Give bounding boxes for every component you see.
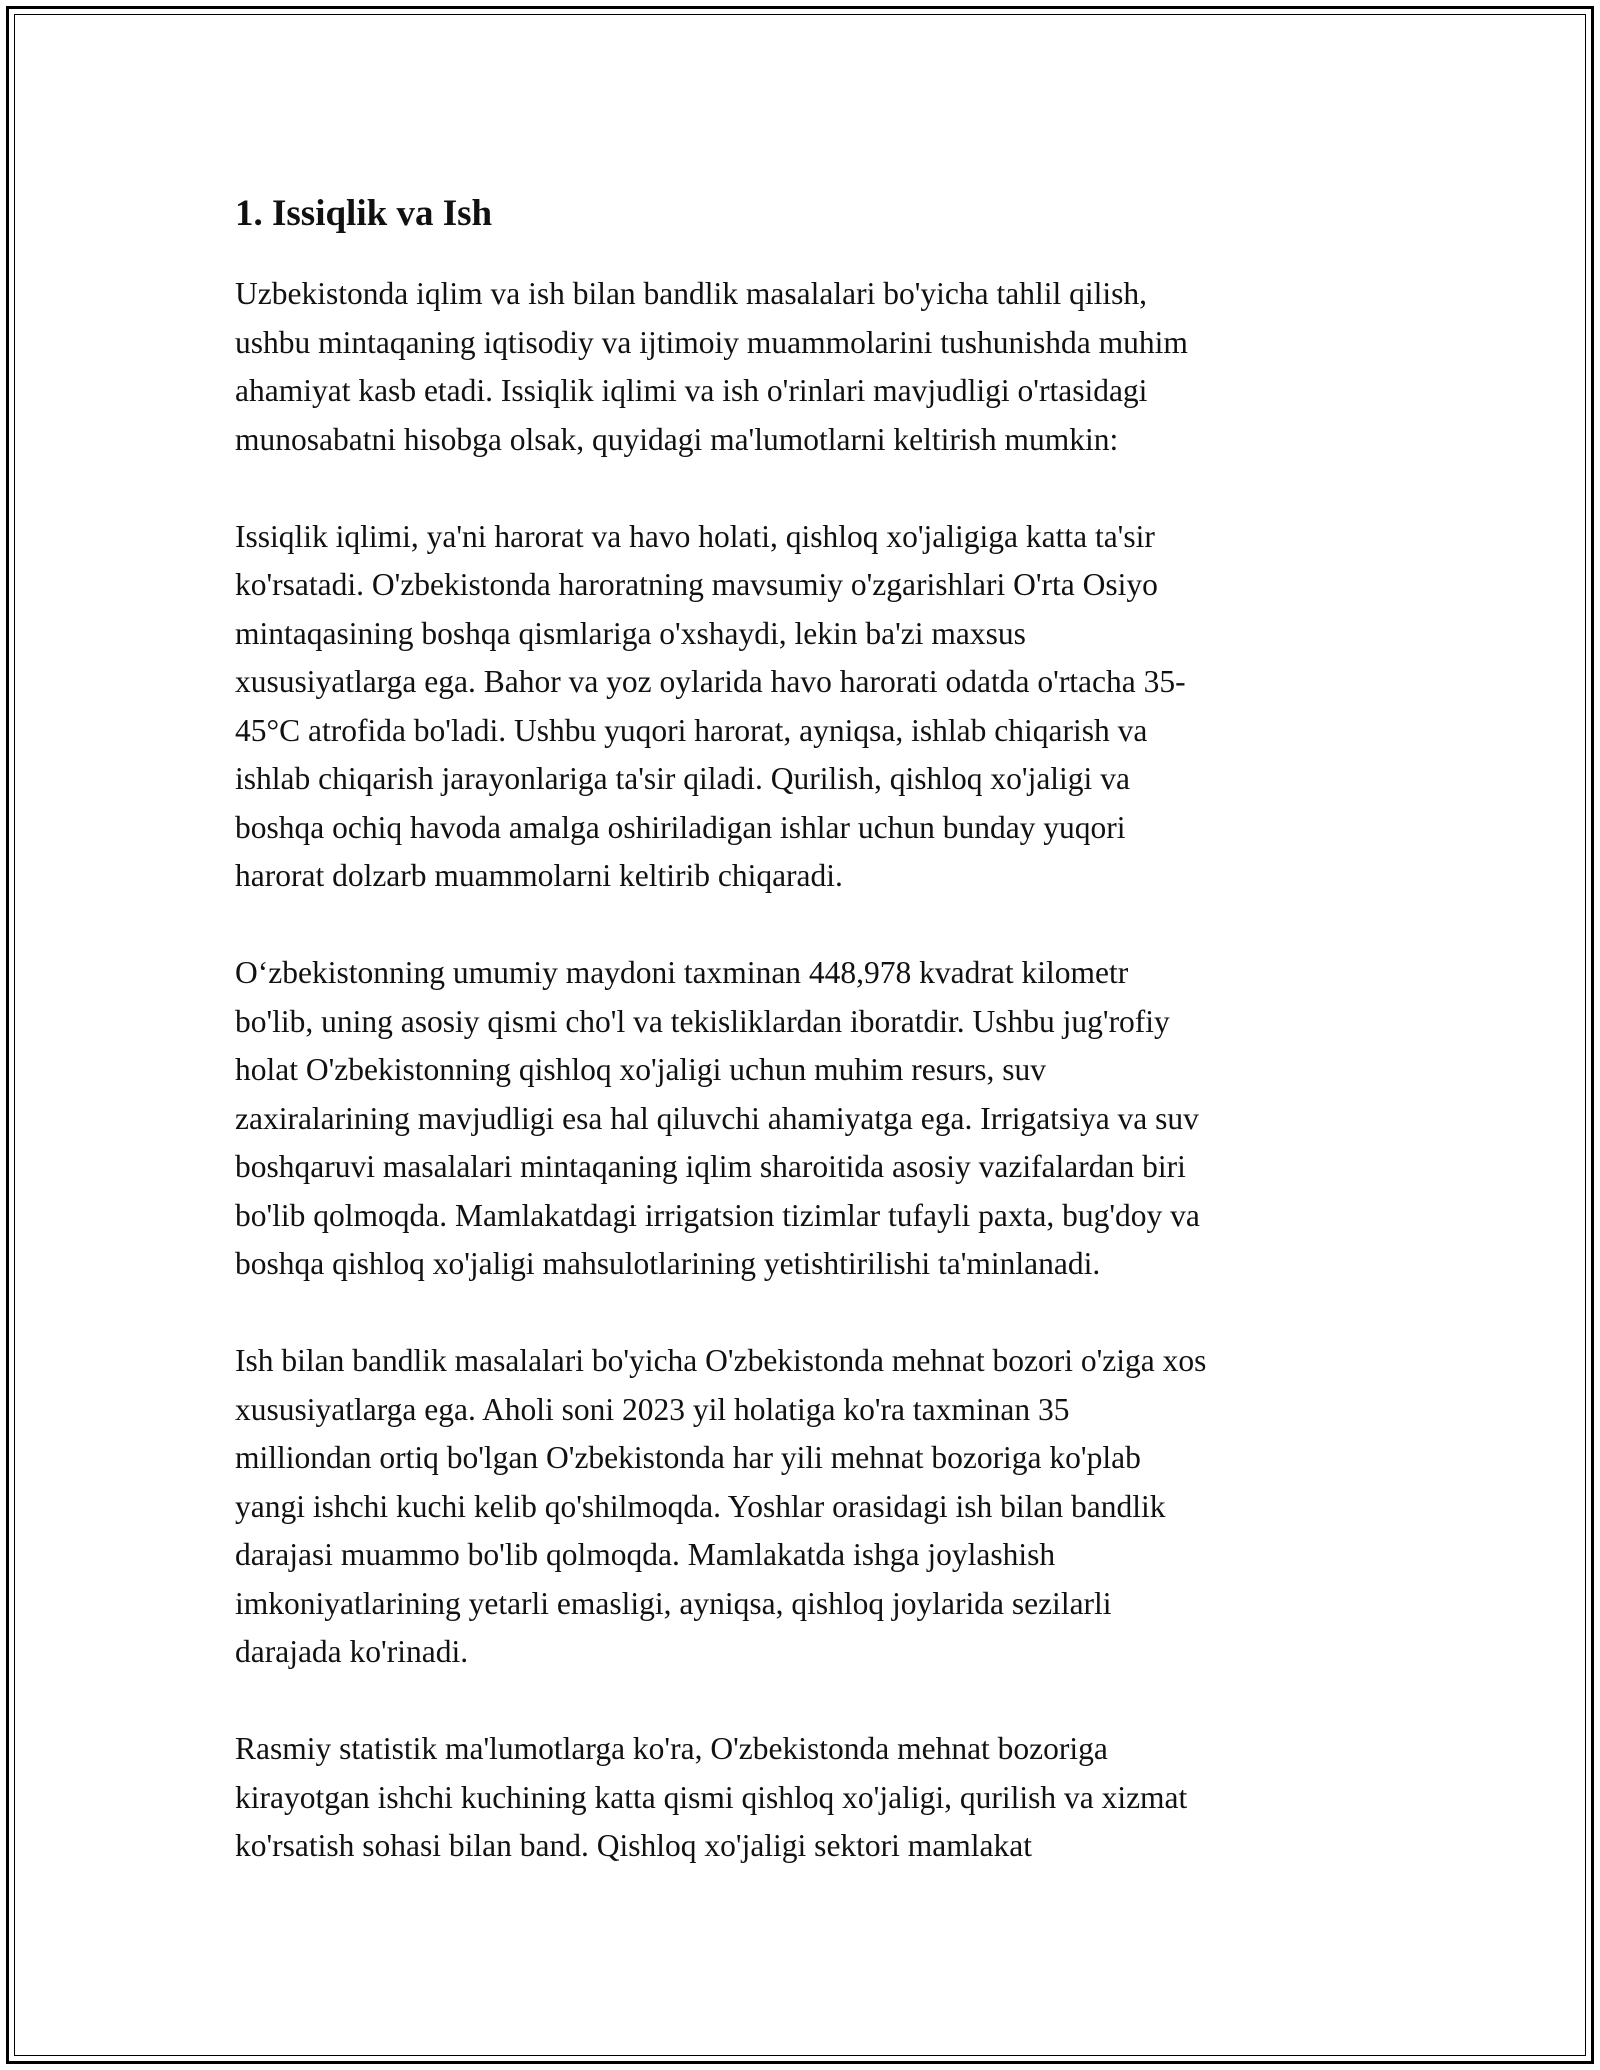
section-heading: 1. Issiqlik va Ish — [235, 193, 493, 234]
text-line: darajasi muammo bo'lib qolmoqda. Mamlakatda ishga joylashish — [235, 1537, 1056, 1572]
text-line: zaxiralarining mavjudligi esa hal qiluvchi ahamiyatga ega. Irrigatsiya va suv — [235, 1100, 1199, 1136]
text-line: boshqa qishloq xo'jaligi mahsulotlarining yetishtirilishi ta'minlanadi. — [235, 1246, 1101, 1281]
paragraph-4 — [235, 1337, 1375, 1677]
text-line: Uzbekistonda iqlim va ish bilan bandlik masalalari bo'yicha tahlil qilish, — [235, 276, 1147, 311]
text-line: kirayotgan ishchi kuchining katta qismi qishloq xo'jaligi, qurilish va xizmat — [235, 1779, 1188, 1815]
text-line: ko'rsatish sohasi bilan band. Qishloq xo'jaligi sektori mamlakat — [235, 1828, 1032, 1863]
text-line: xususiyatlarga ega. Aholi soni 2023 yil holatiga ko'ra taxminan 35 — [235, 1391, 1070, 1427]
text-line: harorat dolzarb muammolarni keltirib chiqaradi. — [235, 858, 843, 893]
text-line: Issiqlik iqlimi, ya'ni harorat va havo holati, qishloq xo'jaligiga katta ta'sir — [235, 518, 1155, 554]
text-line: boshqa ochiq havoda amalga oshiriladigan ishlar uchun bunday yuqori — [235, 809, 1126, 845]
paragraph-1 — [235, 270, 1375, 464]
text-line: ushbu mintaqaning iqtisodiy va ijtimoiy muammolarini tushunishda muhim — [235, 324, 1188, 360]
paragraph-5 — [235, 1725, 1375, 1871]
text-line: bo'lib qolmoqda. Mamlakatdagi irrigatsion tizimlar tufayli paxta, bug'doy va — [235, 1197, 1200, 1233]
text-line: Rasmiy statistik ma'lumotlarga ko'ra, O'zbekistonda mehnat bozoriga — [235, 1731, 1108, 1766]
paragraph-3 — [235, 949, 1375, 1289]
text-line: Ish bilan bandlik masalalari bo'yicha O'zbekistonda mehnat bozori o'ziga xos — [235, 1343, 1207, 1378]
paragraph-2 — [235, 513, 1375, 901]
text-line: boshqaruvi masalalari mintaqaning iqlim sharoitida asosiy vazifalardan biri — [235, 1149, 1186, 1184]
text-line: bo'lib, uning asosiy qismi cho'l va tekisliklardan iboratdir. Ushbu jug'rofiy — [235, 1003, 1170, 1039]
text-line: holat O'zbekistonning qishloq xo'jaligi uchun muhim resurs, suv — [235, 1052, 1047, 1087]
text-line: mintaqasining boshqa qismlariga o'xshaydi, lekin ba'zi maxsus — [235, 615, 1026, 651]
text-line: munosabatni hisobga olsak, quyidagi ma'lumotlarni keltirish mumkin: — [235, 421, 1119, 457]
text-line: 45°C atrofida bo'ladi. Ushbu yuqori harorat, ayniqsa, ishlab chiqarish va — [235, 712, 1148, 748]
text-line: yangi ishchi kuchi kelib qo'shilmoqda. Yoshlar orasidagi ish bilan bandlik — [235, 1488, 1166, 1524]
text-line: darajada ko'rinadi. — [235, 1634, 469, 1669]
text-line: milliondan ortiq bo'lgan O'zbekistonda har yili mehnat bozoriga ko'plab — [235, 1440, 1141, 1475]
text-line: imkoniyatlarining yetarli emasligi, ayniqsa, qishloq joylarida sezilarli — [235, 1585, 1112, 1621]
text-line: ishlab chiqarish jarayonlariga ta'sir qiladi. Qurilish, qishloq xo'jaligi va — [235, 761, 1130, 796]
text-line: xususiyatlarga ega. Bahor va yoz oylarida havo harorati odatda o'rtacha 35- — [235, 664, 1186, 699]
document-body — [235, 186, 1375, 1919]
text-line: O‘zbekistonning umumiy maydoni taxminan 448,978 kvadrat kilometr — [235, 955, 1129, 990]
text-line: ko'rsatadi. O'zbekistonda haroratning mavsumiy o'zgarishlari O'rta Osiyo — [235, 567, 1158, 602]
text-line: ahamiyat kasb etadi. Issiqlik iqlimi va ish o'rinlari mavjudligi o'rtasidagi — [235, 373, 1148, 408]
